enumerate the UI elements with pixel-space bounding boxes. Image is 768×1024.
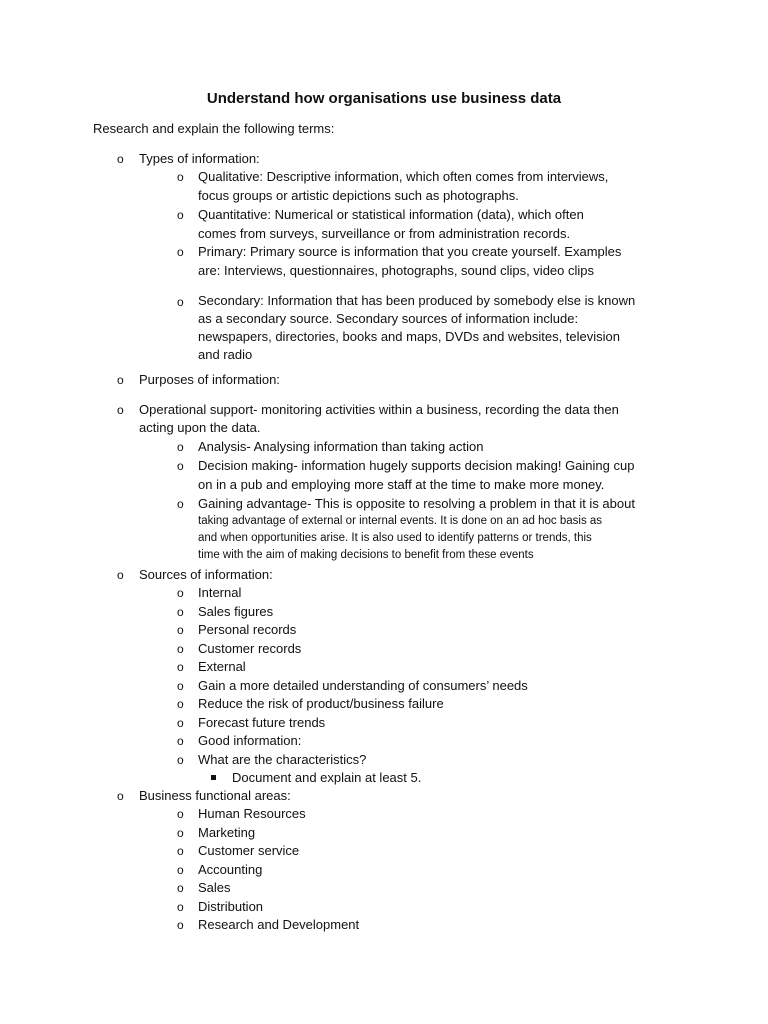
bullet-marker: o: [177, 605, 184, 619]
quantitative-line-2: comes from surveys, surveillance or from administration records.: [198, 226, 571, 241]
operational-line-1: Operational support- monitoring activities within a business, recording the data then: [139, 402, 619, 417]
sources-heading: Sources of information:: [139, 567, 273, 582]
functional-item: Sales: [198, 880, 231, 895]
intro-text: Research and explain the following terms:: [93, 121, 335, 136]
bullet-marker: o: [177, 170, 184, 184]
source-item: External: [198, 659, 246, 674]
primary-line-2: are: Interviews, questionnaires, photographs, sound clips, video clips: [198, 263, 594, 278]
source-item: Good information:: [198, 733, 302, 748]
source-item: Personal records: [198, 622, 297, 637]
source-sub-item: Document and explain at least 5.: [232, 770, 422, 785]
bullet-marker: o: [177, 807, 184, 821]
bullet-marker: o: [117, 403, 124, 417]
bullet-marker: o: [117, 152, 124, 166]
operational-line-2: acting upon the data.: [139, 420, 261, 435]
functional-item: Human Resources: [198, 806, 306, 821]
bullet-marker: o: [177, 660, 184, 674]
functional-item: Accounting: [198, 862, 263, 877]
purposes-heading: Purposes of information:: [139, 372, 280, 387]
bullet-marker: o: [117, 568, 124, 582]
qualitative-line-2: focus groups or artistic depictions such as photographs.: [198, 188, 519, 203]
page-title: Understand how organisations use business data: [206, 90, 562, 107]
functional-heading: Business functional areas:: [139, 788, 291, 803]
bullet-marker: o: [177, 753, 184, 767]
bullet-marker: o: [177, 295, 184, 309]
bullet-marker: o: [177, 826, 184, 840]
source-item: Gain a more detailed understanding of consumers’ needs: [198, 678, 528, 693]
decision-line-2: on in a pub and employing more staff at the time to make more money.: [198, 477, 605, 492]
bullet-marker: o: [177, 497, 184, 511]
secondary-line-2: as a secondary source. Secondary sources of information include:: [198, 311, 579, 326]
bullet-marker: o: [117, 789, 124, 803]
primary-line-1: Primary: Primary source is information that you create yourself. Examples: [198, 244, 622, 259]
gaining-line-3: and when opportunities arise. It is also used to identify patterns or trends, this: [198, 532, 592, 544]
decision-line-1: Decision making- information hugely supports decision making! Gaining cup: [198, 458, 635, 473]
bullet-marker: o: [177, 900, 184, 914]
bullet-marker: o: [177, 863, 184, 877]
bullet-marker: o: [177, 734, 184, 748]
gaining-line-4: time with the aim of making decisions to benefit from these events: [198, 549, 534, 561]
bullet-marker: o: [177, 623, 184, 637]
bullet-marker: o: [177, 716, 184, 730]
gaining-line-2: taking advantage of external or internal events. It is done on an ad hoc basis as: [198, 515, 603, 527]
source-item: What are the characteristics?: [198, 752, 367, 767]
analysis-line: Analysis- Analysing information than taking action: [198, 439, 484, 454]
types-heading: Types of information:: [139, 151, 260, 166]
bullet-marker: o: [177, 881, 184, 895]
bullet-marker: o: [177, 208, 184, 222]
secondary-line-3: newspapers, directories, books and maps, DVDs and websites, television: [198, 329, 620, 344]
functional-item: Customer service: [198, 843, 300, 858]
gaining-line-1: Gaining advantage- This is opposite to resolving a problem in that it is about: [198, 496, 635, 511]
secondary-line-4: and radio: [198, 347, 253, 362]
quantitative-line-1: Quantitative: Numerical or statistical information (data), which often: [198, 207, 584, 222]
bullet-marker: o: [177, 918, 184, 932]
bullet-marker: o: [177, 586, 184, 600]
functional-item: Research and Development: [198, 917, 360, 932]
qualitative-line-1: Qualitative: Descriptive information, which often comes from interviews,: [198, 169, 609, 184]
functional-item: Distribution: [198, 899, 264, 914]
source-item: Sales figures: [198, 604, 274, 619]
bullet-marker: o: [117, 373, 124, 387]
square-bullet-icon: [211, 775, 216, 780]
functional-item: Marketing: [198, 825, 256, 840]
secondary-line-1: Secondary: Information that has been produced by somebody else is known: [198, 293, 636, 308]
source-item: Internal: [198, 585, 242, 600]
bullet-marker: o: [177, 679, 184, 693]
bullet-marker: o: [177, 844, 184, 858]
bullet-marker: o: [177, 459, 184, 473]
source-item: Reduce the risk of product/business failure: [198, 696, 444, 711]
bullet-marker: o: [177, 642, 184, 656]
source-item: Forecast future trends: [198, 715, 326, 730]
bullet-marker: o: [177, 245, 184, 259]
bullet-marker: o: [177, 440, 184, 454]
source-item: Customer records: [198, 641, 302, 656]
bullet-marker: o: [177, 697, 184, 711]
